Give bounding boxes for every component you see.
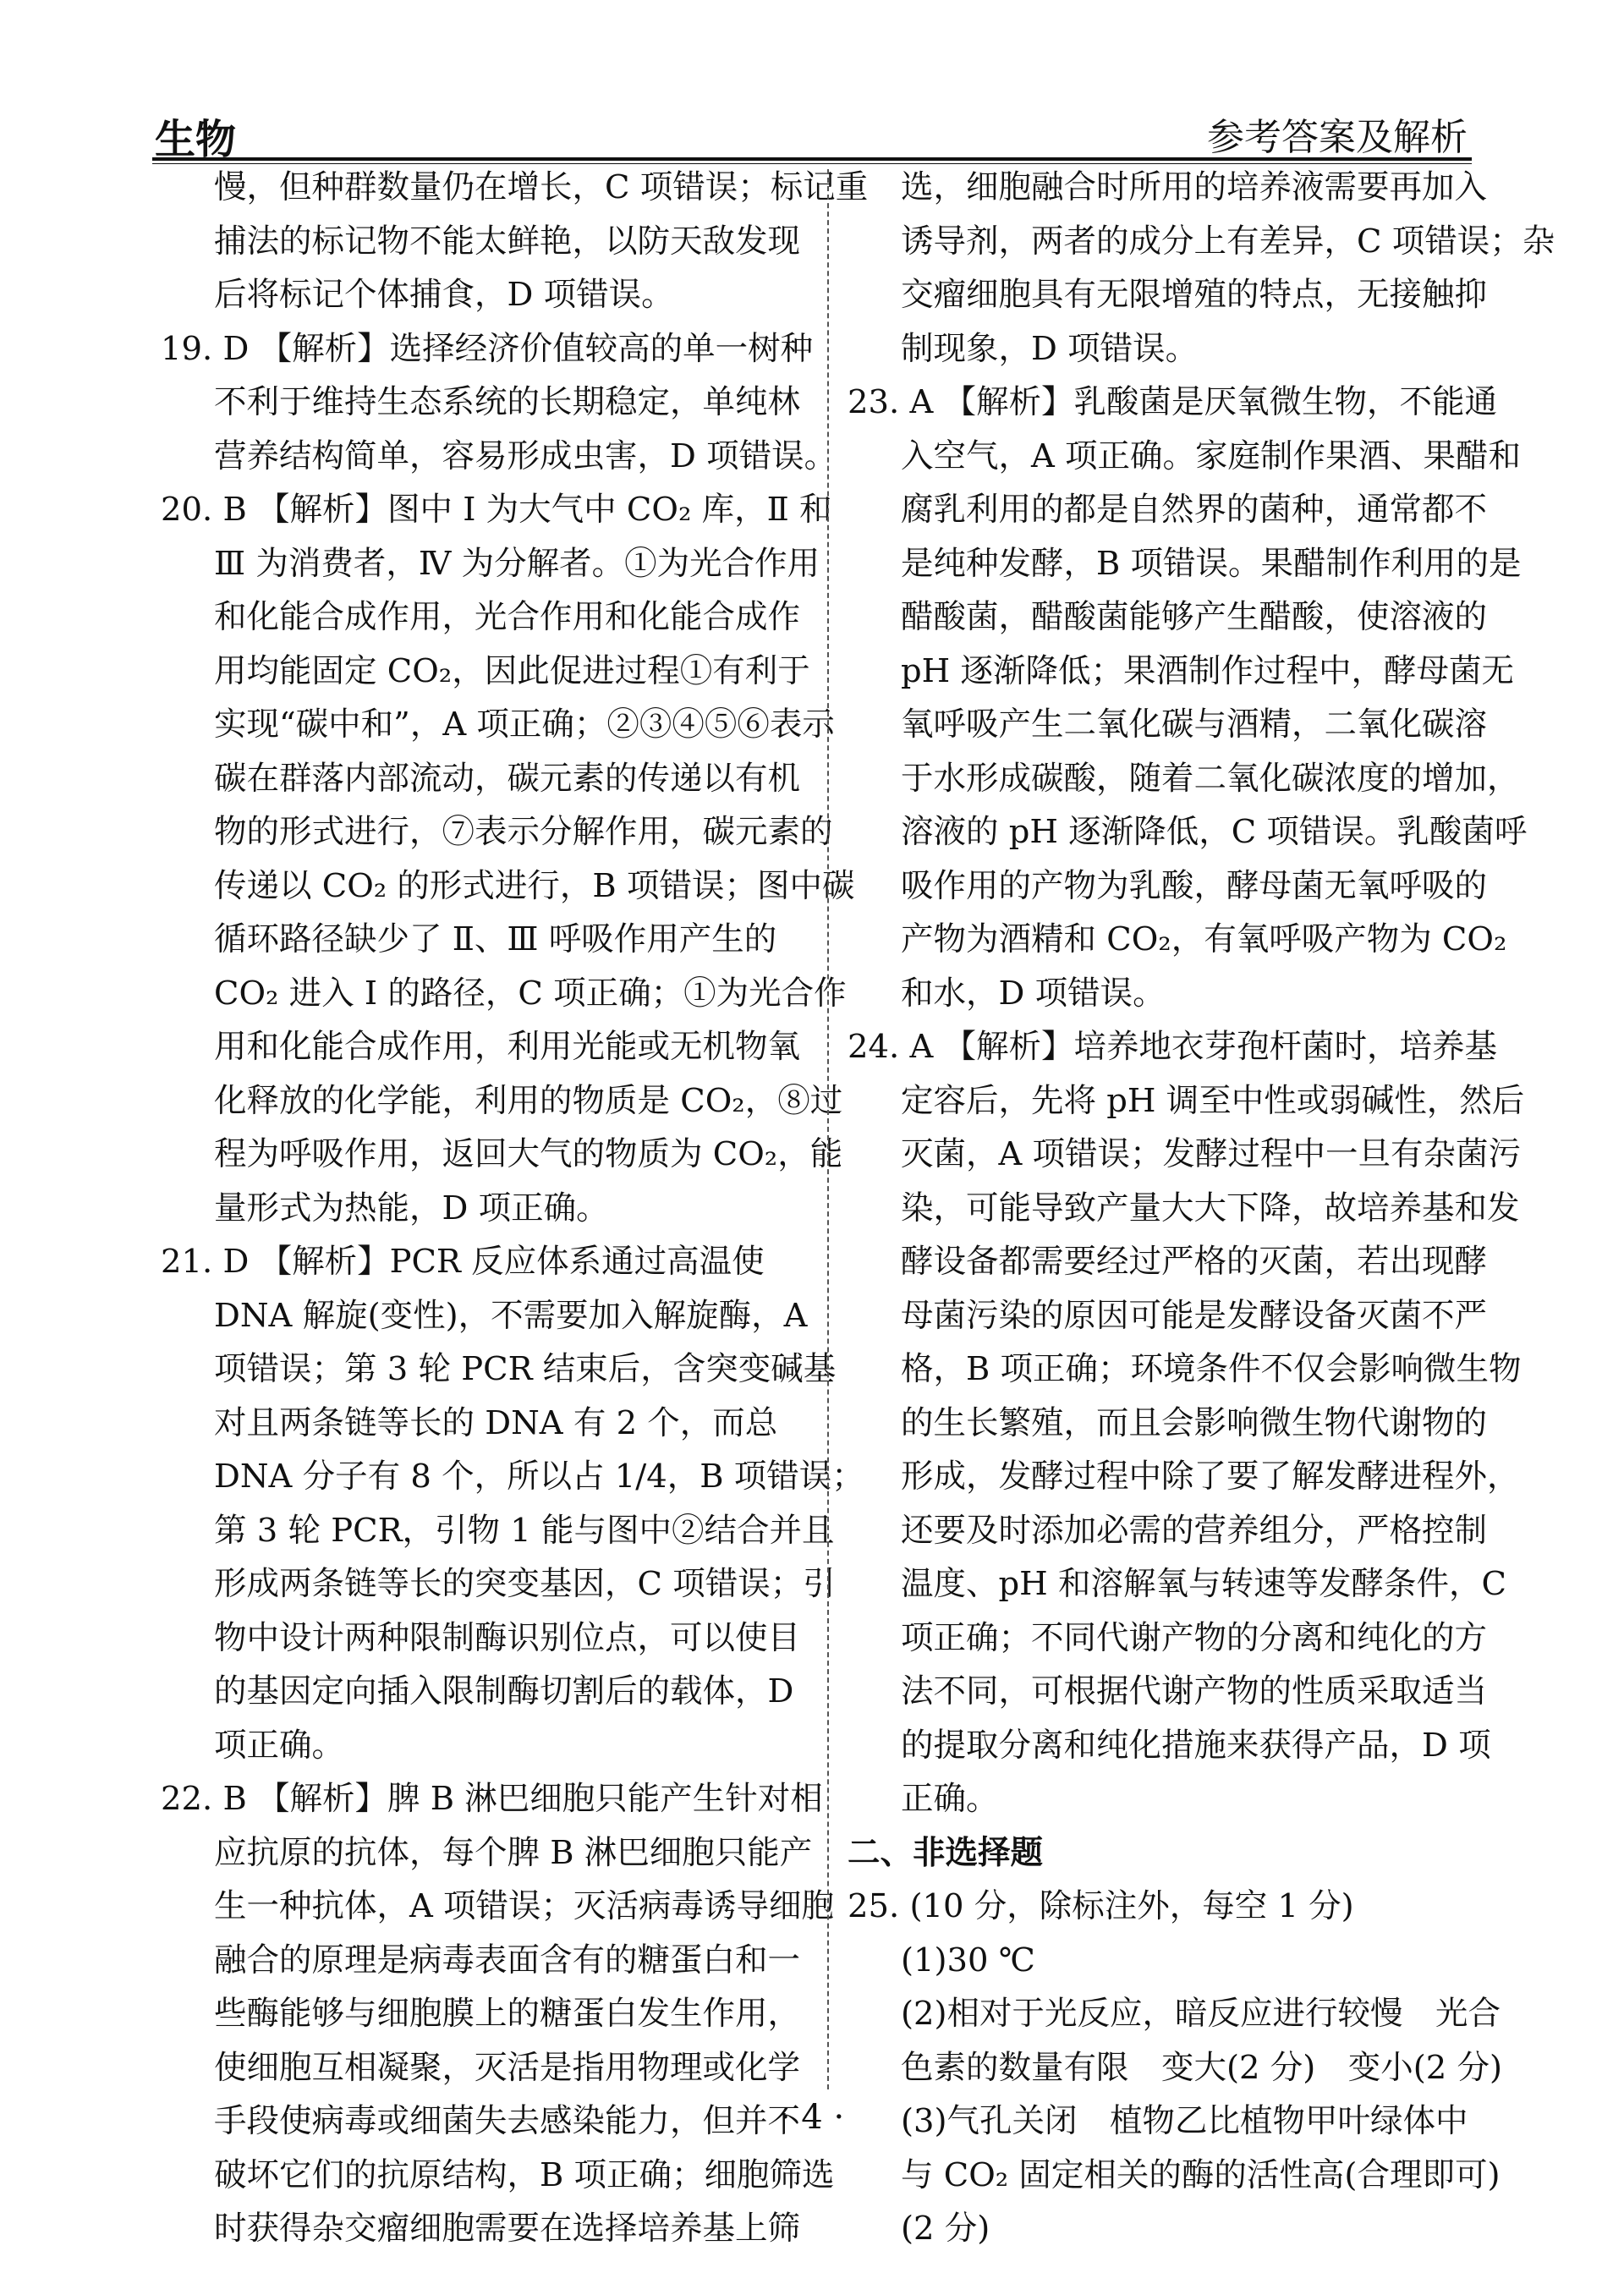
- text-line: pH 逐渐降低；果酒制作过程中，酵母菌无: [901, 651, 1514, 690]
- text-line: (1)30 ℃: [901, 1941, 1035, 1979]
- right-column: [848, 161, 1555, 2256]
- text-line: 温度、pH 和溶解氧与转速等发酵条件，C: [901, 1565, 1506, 1603]
- text-line: 项正确。: [214, 1726, 345, 1765]
- text-line: 和化能合成作用，光合作用和化能合成作: [214, 598, 801, 636]
- text-line: 形成两条链等长的突变基因，C 项错误；引: [214, 1565, 836, 1603]
- text-line: 生一种抗体，A 项错误；灭活病毒诱导细胞: [214, 1887, 835, 1925]
- text-line: 捕法的标记物不能太鲜艳，以防天敌发现: [214, 222, 801, 261]
- text-line: 物的形式进行，⑦表示分解作用，碳元素的: [214, 813, 833, 851]
- text-line: 项正确；不同代谢产物的分离和纯化的方: [901, 1618, 1488, 1657]
- text-line: 形成，发酵过程中除了要了解发酵进程外，: [901, 1458, 1520, 1496]
- text-line: CO₂ 进入 Ⅰ 的路径，C 项正确；①为光合作: [214, 974, 847, 1013]
- text-line: 的提取分离和纯化措施来获得产品，D 项: [901, 1726, 1491, 1765]
- text-line: 量形式为热能，D 项正确。: [214, 1189, 609, 1227]
- text-line: 25. (10 分，除标注外，每空 1 分): [848, 1887, 1354, 1925]
- text-line: 色素的数量有限 变大(2 分) 变小(2 分): [901, 2048, 1503, 2087]
- text-line: 法不同，可根据代谢产物的性质采取适当: [901, 1672, 1488, 1710]
- text-line: 溶液的 pH 逐渐降低，C 项错误。乳酸菌呼: [901, 813, 1528, 851]
- text-line: 化释放的化学能，利用的物质是 CO₂，⑧过: [214, 1081, 843, 1120]
- text-line: 醋酸菌，醋酸菌能够产生醋酸，使溶液的: [901, 598, 1488, 636]
- text-line: 灭菌，A 项错误；发酵过程中一旦有杂菌污: [901, 1135, 1522, 1173]
- text-line: (3)气孔关闭 植物乙比植物甲叶绿体中: [901, 2102, 1468, 2140]
- text-line: Ⅲ 为消费者，Ⅳ 为分解者。①为光合作用: [214, 544, 820, 583]
- text-line: 手段使病毒或细菌失去感染能力，但并不: [214, 2102, 801, 2140]
- text-line: 对且两条链等长的 DNA 有 2 个，而总: [214, 1403, 778, 1442]
- text-line: 是纯种发酵，B 项错误。果醋制作利用的是: [901, 544, 1522, 583]
- text-line: 第 3 轮 PCR，引物 1 能与图中②结合并且: [214, 1511, 835, 1550]
- text-line: 破坏它们的抗原结构，B 项正确；细胞筛选: [214, 2155, 835, 2194]
- text-line: 产物为酒精和 CO₂，有氧呼吸产物为 CO₂: [901, 920, 1507, 958]
- text-line: 酵设备都需要经过严格的灭菌，若出现酵: [901, 1243, 1488, 1281]
- text-line: 的基因定向插入限制酶切割后的载体，D: [214, 1672, 794, 1710]
- text-line: 制现象，D 项错误。: [901, 329, 1199, 368]
- text-line: 些酶能够与细胞膜上的糖蛋白发生作用，: [214, 1995, 801, 2033]
- text-line: 定容后，先将 pH 调至中性或弱碱性，然后: [901, 1081, 1525, 1120]
- text-line: 的生长繁殖，而且会影响微生物代谢物的: [901, 1403, 1488, 1442]
- text-line: 入空气，A 项正确。家庭制作果酒、果醋和: [901, 436, 1522, 475]
- text-line: 染，可能导致产量大大下降，故培养基和发: [901, 1189, 1520, 1227]
- text-line: 格，B 项正确；环境条件不仅会影响微生物: [901, 1350, 1522, 1388]
- text-line: 后将标记个体捕食，D 项错误。: [214, 276, 674, 314]
- text-line: 融合的原理是病毒表面含有的糖蛋白和一: [214, 1941, 801, 1979]
- text-line: 不利于维持生态系统的长期稳定，单纯林: [214, 383, 801, 421]
- text-line: 与 CO₂ 固定相关的酶的活性高(合理即可): [901, 2155, 1501, 2194]
- column-divider: [827, 169, 829, 2089]
- text-line: 于水形成碳酸，随着二氧化碳浓度的增加，: [901, 759, 1520, 798]
- header-title: 参考答案及解析: [1207, 116, 1468, 159]
- text-line: 19. D 【解析】选择经济价值较高的单一树种: [161, 329, 814, 368]
- text-line: 用和化能合成作用，利用光能或无机物氧: [214, 1028, 801, 1066]
- text-line: 20. B 【解析】图中 Ⅰ 为大气中 CO₂ 库，Ⅱ 和: [161, 491, 832, 529]
- text-line: 二、非选择题: [848, 1833, 1044, 1872]
- text-line: 选，细胞融合时所用的培养液需要再加入: [901, 168, 1488, 206]
- text-line: 碳在群落内部流动，碳元素的传递以有机: [214, 759, 801, 798]
- text-line: 慢，但种群数量仍在增长，C 项错误；标记重: [214, 168, 869, 206]
- text-line: 循环路径缺少了 Ⅱ、Ⅲ 呼吸作用产生的: [214, 920, 777, 958]
- text-line: 23. A 【解析】乳酸菌是厌氧微生物，不能通: [848, 383, 1498, 421]
- text-line: 和水，D 项错误。: [901, 974, 1166, 1013]
- text-line: DNA 解旋(变性)，不需要加入解旋酶，A: [214, 1296, 808, 1335]
- text-line: 腐乳利用的都是自然界的菌种，通常都不: [901, 491, 1488, 529]
- text-line: 母菌污染的原因可能是发酵设备灭菌不严: [901, 1296, 1488, 1335]
- text-line: DNA 分子有 8 个，所以占 1/4，B 项错误；: [214, 1458, 864, 1496]
- page-number: · 4 ·: [779, 2098, 845, 2137]
- left-column: [161, 161, 869, 2256]
- text-line: 传递以 CO₂ 的形式进行，B 项错误；图中碳: [214, 866, 855, 905]
- text-line: 使细胞互相凝聚，灭活是指用物理或化学: [214, 2048, 801, 2087]
- text-line: 21. D 【解析】PCR 反应体系通过高温使: [161, 1243, 765, 1281]
- text-line: 诱导剂，两者的成分上有差异，C 项错误；杂: [901, 222, 1555, 261]
- text-line: 营养结构简单，容易形成虫害，D 项错误。: [214, 436, 837, 475]
- text-line: 24. A 【解析】培养地衣芽孢杆菌时，培养基: [848, 1028, 1498, 1066]
- text-line: 项错误；第 3 轮 PCR 结束后，含突变碱基: [214, 1350, 837, 1388]
- text-line: 程为呼吸作用，返回大气的物质为 CO₂，能: [214, 1135, 843, 1173]
- text-line: 用均能固定 CO₂，因此促进过程①有利于: [214, 651, 810, 690]
- text-line: 物中设计两种限制酶识别位点，可以使目: [214, 1618, 801, 1657]
- text-line: 吸作用的产物为乳酸，酵母菌无氧呼吸的: [901, 866, 1488, 905]
- text-line: (2 分): [901, 2210, 990, 2248]
- subject-label: 生物: [155, 116, 237, 163]
- text-line: 时获得杂交瘤细胞需要在选择培养基上筛: [214, 2210, 801, 2248]
- text-line: 22. B 【解析】脾 B 淋巴细胞只能产生针对相: [161, 1780, 823, 1818]
- text-line: 正确。: [901, 1780, 999, 1818]
- text-line: 还要及时添加必需的营养组分，严格控制: [901, 1511, 1488, 1550]
- text-line: 应抗原的抗体，每个脾 B 淋巴细胞只能产: [214, 1833, 813, 1872]
- text-line: 交瘤细胞具有无限增殖的特点，无接触抑: [901, 276, 1488, 314]
- text-line: 实现“碳中和”，A 项正确；②③④⑤⑥表示: [214, 706, 835, 744]
- text-line: 氧呼吸产生二氧化碳与酒精，二氧化碳溶: [901, 706, 1488, 744]
- text-line: (2)相对于光反应，暗反应进行较慢 光合: [901, 1995, 1501, 2033]
